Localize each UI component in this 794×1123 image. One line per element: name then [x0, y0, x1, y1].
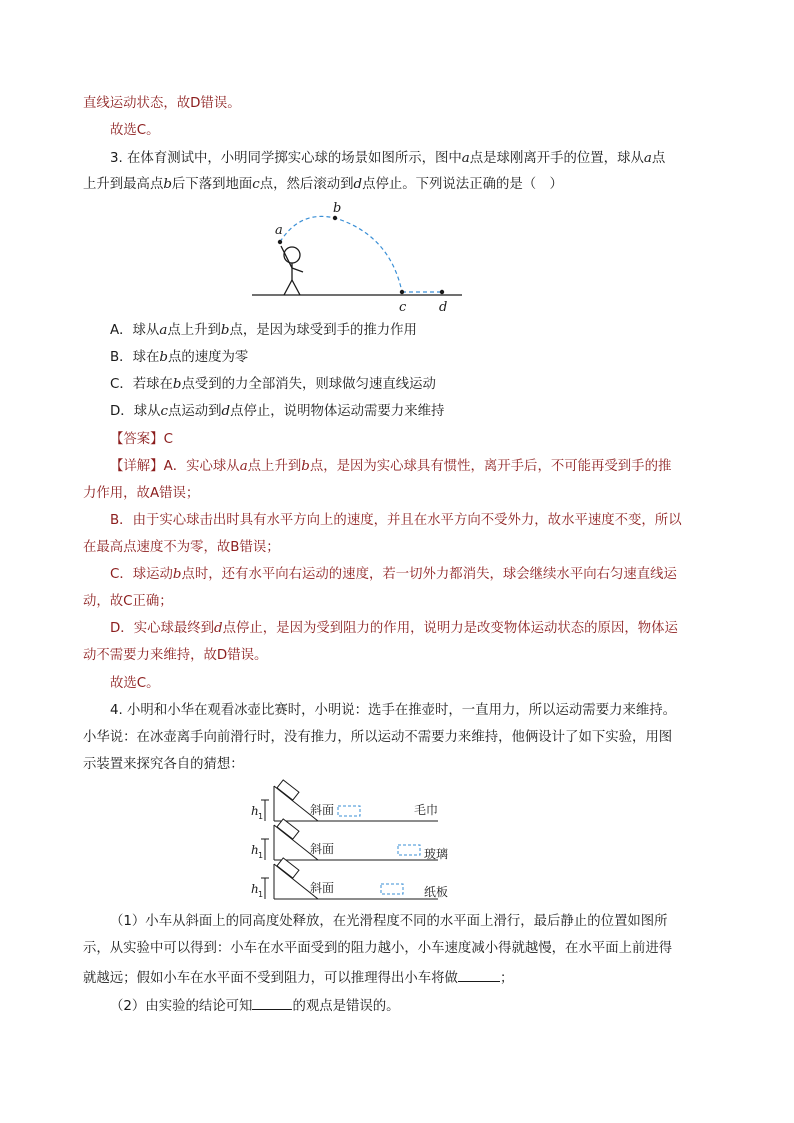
q3-throw-figure: [250, 200, 465, 315]
q3-stem-text: 上升到最高点: [83, 177, 164, 192]
stop-position-cardboard: [381, 884, 403, 894]
q4-part2-line: （2）由实验的结论可知 的观点是错误的。: [110, 995, 400, 1016]
prev-explanation-line: 直线运动状态，故D错误。: [83, 96, 241, 111]
slope-label: 斜面: [310, 803, 335, 817]
q3-stem-text: 后下落到地面: [171, 177, 253, 192]
stop-position-glass: [398, 845, 420, 855]
incline-row-glass: [251, 819, 448, 861]
point-c: [400, 290, 404, 294]
surface-cardboard: 纸板: [424, 885, 449, 899]
q3-stem-line-1: [110, 150, 665, 168]
svg-text:h: h: [251, 843, 259, 857]
stop-position-towel: [338, 806, 360, 816]
q4-part1-line-1: （1）小车从斜面上的同高度处释放，在光滑程度不同的水平面上滑行，最后静止的位置如图所: [110, 914, 668, 929]
q3-detail-c-line-1: C．球运动b点时，还有水平向右运动的速度，若一切外力都消失，球会继续水平向右匀速直线运: [110, 567, 677, 582]
q3-detail-b-line-1: B．由于实心球击出时具有水平方向上的速度，并且在水平方向不受外力，故水平速度不变，所以: [110, 513, 682, 528]
q3-stem-text: 点是球刚离开手的位置，球从: [469, 151, 644, 166]
q4-incline-figure: [248, 780, 448, 905]
q4-stem-line-1: 4. 小明和小华在观看冰壶比赛时，小明说：选手在推壶时，一直用力，所以运动需要力来维持。: [110, 703, 677, 718]
q4-stem-line-3: 示装置来探究各自的猜想：: [83, 757, 244, 772]
surface-towel: 毛巾: [414, 803, 439, 817]
q4-part1-line-2: 示，从实验中可以得到：小车在水平面受到的阻力越小，小车速度减小得就越慢，在水平面上前进得: [83, 941, 673, 956]
answer-value: C: [163, 432, 173, 447]
q3-answer: [110, 431, 173, 449]
label-b: b: [333, 201, 342, 216]
q3-option-d: D．球从c点运动到d点停止，说明物体运动需要力来维持: [110, 404, 445, 419]
detail-label: 【详解】: [110, 459, 164, 474]
var-d: d: [353, 177, 363, 192]
stick-figure: [281, 246, 303, 295]
var-c: c: [252, 177, 260, 192]
label-d: d: [439, 300, 448, 315]
incline-row-cardboard: [251, 858, 448, 899]
q3-detail-b-line-2: 在最高点速度不为零，故B错误；: [83, 540, 280, 555]
svg-text:1: 1: [258, 851, 264, 860]
point-a: [278, 240, 282, 244]
trajectory-path: [280, 216, 402, 292]
surface-glass: 玻璃: [424, 847, 449, 861]
svg-text:h: h: [251, 804, 259, 818]
q3-detail-c-line-2: 动，故C正确；: [83, 594, 173, 609]
svg-text:1: 1: [258, 812, 264, 821]
prev-choose-line: 故选C。: [110, 123, 160, 138]
q3-detail-a-line-1: 【详解】A．实心球从a点上升到b点，是因为实心球具有惯性，离开手后，不可能再受到手的推: [110, 459, 672, 474]
q3-stem-text: 3. 在体育测试中，小明同学掷实心球的场景如图所示，图中: [110, 151, 462, 166]
q4-stem-line-2: 小华说：在冰壶离手向前滑行时，没有推力，所以运动不需要力来维持，他俩设计了如下实验，用图: [83, 730, 673, 745]
answer-blank-2[interactable]: [252, 995, 292, 1010]
q3-option-a: A．球从a点上升到b点，是因为球受到手的推力作用: [110, 323, 417, 338]
label-a: a: [275, 223, 283, 238]
var-b: b: [163, 177, 172, 192]
incline-row-towel: [251, 780, 438, 821]
slope-label: 斜面: [310, 842, 335, 856]
answer-label: 【答案】: [110, 432, 164, 447]
point-b: [333, 216, 337, 220]
q3-option-b: B．球在b点的速度为零: [110, 350, 249, 365]
q3-stem-text: 点，然后滚动到: [259, 177, 354, 192]
slope-label: 斜面: [310, 881, 335, 895]
label-c: c: [399, 300, 407, 315]
q3-detail-d-line-2: 动不需要力来维持，故D错误。: [83, 648, 268, 663]
q3-choose-line: 故选C。: [110, 676, 160, 691]
answer-blank-1[interactable]: [458, 967, 500, 982]
q3-option-c: C．若球在b点受到的力全部消失，则球做匀速直线运动: [110, 377, 436, 392]
q3-detail-d-line-1: D．实心球最终到d点停止，是因为受到阻力的作用，说明力是改变物体运动状态的原因，物体运: [110, 621, 678, 636]
var-a: a: [461, 151, 470, 166]
q3-detail-a-line-2: 力作用，故A错误；: [83, 486, 200, 501]
svg-text:1: 1: [258, 890, 264, 899]
q4-part1-line-3: 就越远；假如小车在水平面不受到阻力，可以推理得出小车将做 ；: [83, 967, 513, 988]
point-d: [440, 290, 444, 294]
q3-stem-text: 点: [651, 151, 666, 166]
svg-text:h: h: [251, 882, 259, 896]
q3-stem-line-2: [83, 176, 563, 194]
q3-stem-text: 点停止。下列说法正确的是（ ）: [362, 177, 563, 192]
var-a: a: [643, 151, 652, 166]
